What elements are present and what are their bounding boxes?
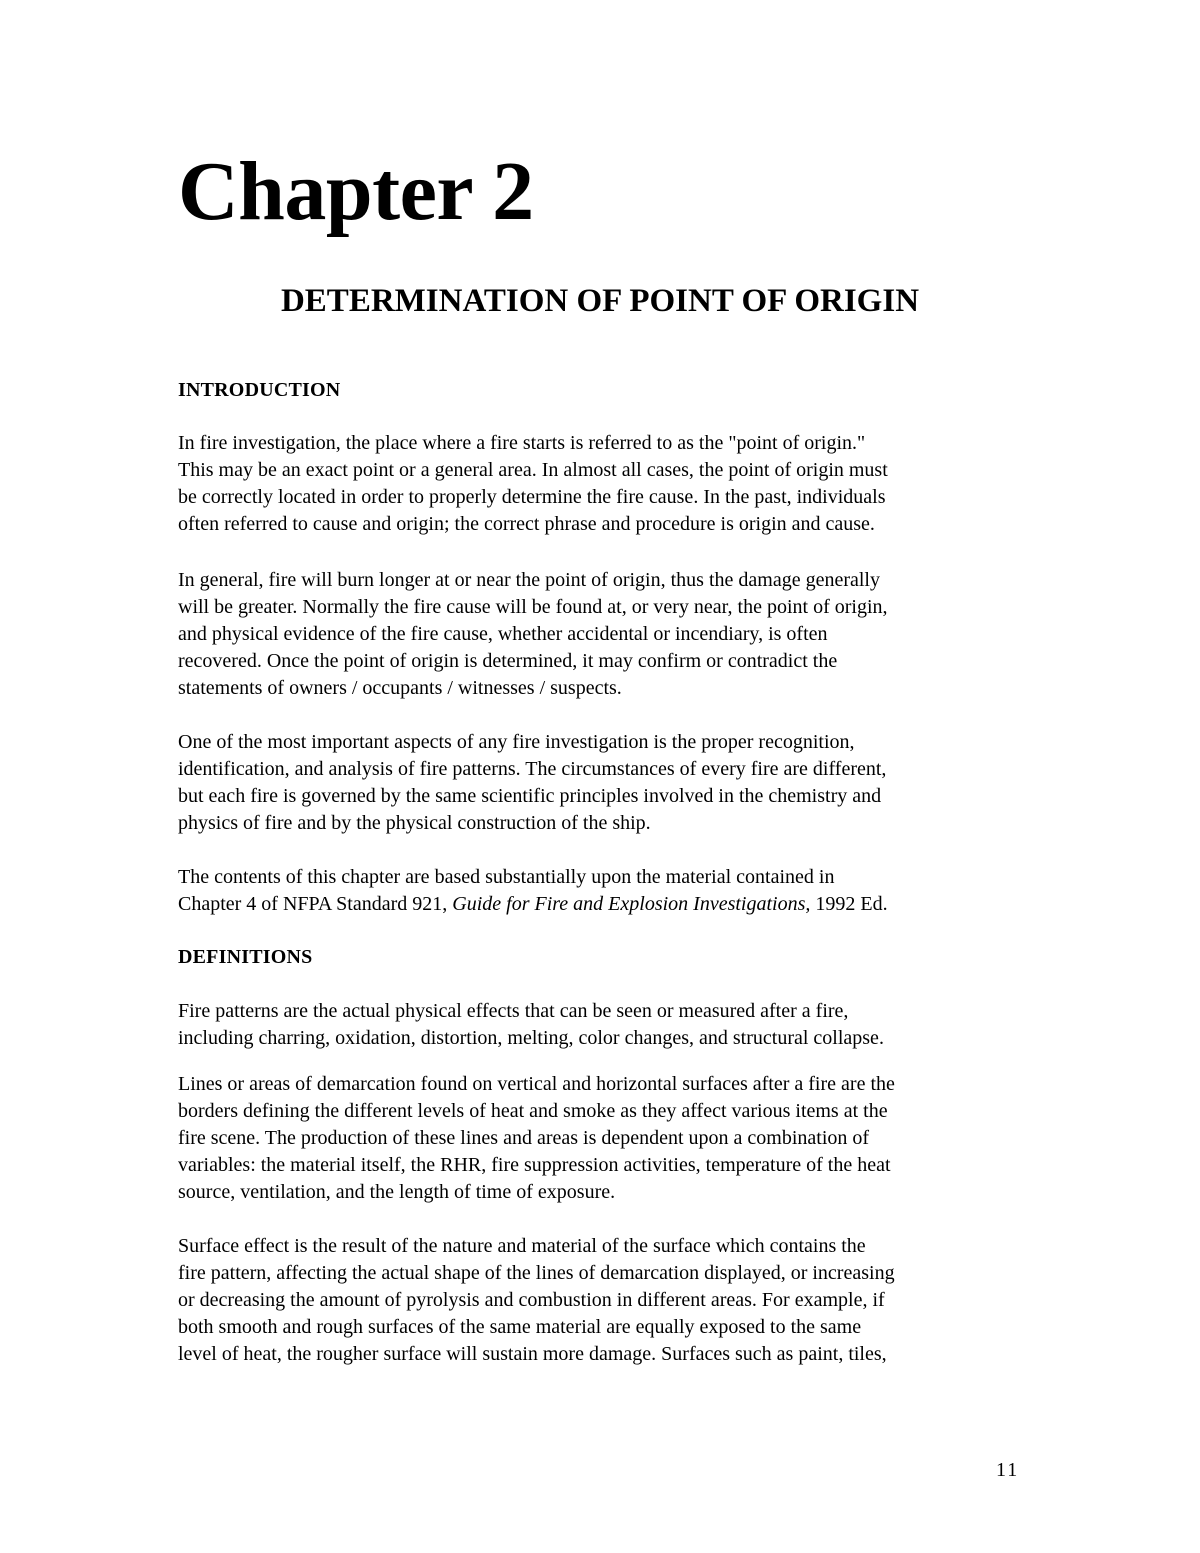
text-line: and physical evidence of the fire cause, whether accidental or incendiary, is often [178,623,828,645]
text-line: will be greater. Normally the fire cause will be found at, or very near, the point of origin, [178,596,888,618]
reference-prefix: Chapter 4 of NFPA Standard 921, [178,893,453,915]
text-line: both smooth and rough surfaces of the same material are equally exposed to the same [178,1316,862,1338]
text-line: The contents of this chapter are based substantially upon the material contained in [178,866,835,888]
text-line: be correctly located in order to properly determine the fire cause. In the past, individuals [178,486,886,508]
text-line: Surface effect is the result of the nature and material of the surface which contains the [178,1235,866,1257]
text-line: statements of owners / occupants / witnesses / suspects. [178,677,622,699]
text-line: fire scene. The production of these lines and areas is dependent upon a combination of [178,1127,870,1149]
text-line: Lines or areas of demarcation found on vertical and horizontal surfaces after a fire are the [178,1073,895,1095]
page-number: 11 [996,1459,1020,1481]
text-line: variables: the material itself, the RHR, fire suppression activities, temperature of the heat [178,1154,891,1176]
text-line: This may be an exact point or a general area. In almost all cases, the point of origin must [178,459,888,481]
text-line [178,891,1058,918]
chapter-subtitle: DETERMINATION OF POINT OF ORIGIN [280,283,920,319]
text-line: often referred to cause and origin; the correct phrase and procedure is origin and cause. [178,513,875,535]
text-line: physics of fire and by the physical construction of the ship. [178,812,651,834]
text-line: source, ventilation, and the length of time of exposure. [178,1181,616,1203]
text-line: identification, and analysis of fire patterns. The circumstances of every fire are different, [178,758,887,780]
text-line: In general, fire will burn longer at or near the point of origin, thus the damage generally [178,569,880,591]
definitions-paragraph-3 [178,1233,1058,1368]
text-line: borders defining the different levels of heat and smoke as they affect various items at the [178,1100,888,1122]
text-line: fire pattern, affecting the actual shape of the lines of demarcation displayed, or increasing [178,1262,895,1284]
definitions-heading: DEFINITIONS [178,946,313,968]
introduction-paragraph-2 [178,567,1058,702]
introduction-paragraph-1 [178,430,1058,538]
introduction-paragraph-3 [178,729,1058,837]
text-line: but each fire is governed by the same scientific principles involved in the chemistry and [178,785,882,807]
introduction-paragraph-4 [178,864,1058,918]
text-line: level of heat, the rougher surface will sustain more damage. Surfaces such as paint, tiles, [178,1343,887,1365]
text-line: One of the most important aspects of any fire investigation is the proper recognition, [178,731,855,753]
introduction-heading: INTRODUCTION [178,379,341,401]
definitions-paragraph-1 [178,998,1058,1052]
text-line: Fire patterns are the actual physical effects that can be seen or measured after a fire, [178,1000,849,1022]
text-line: or decreasing the amount of pyrolysis and combustion in different areas. For example, if [178,1289,885,1311]
text-line: In fire investigation, the place where a fire starts is referred to as the "point of origin." [178,432,866,454]
reference-title: Guide for Fire and Explosion Investigations, [452,893,811,915]
definitions-paragraph-2 [178,1071,1058,1206]
chapter-title: Chapter 2 [178,145,534,238]
reference-suffix: 1992 Ed. [810,893,888,915]
text-line: recovered. Once the point of origin is determined, it may confirm or contradict the [178,650,838,672]
text-line: including charring, oxidation, distortion, melting, color changes, and structural collapse. [178,1027,884,1049]
